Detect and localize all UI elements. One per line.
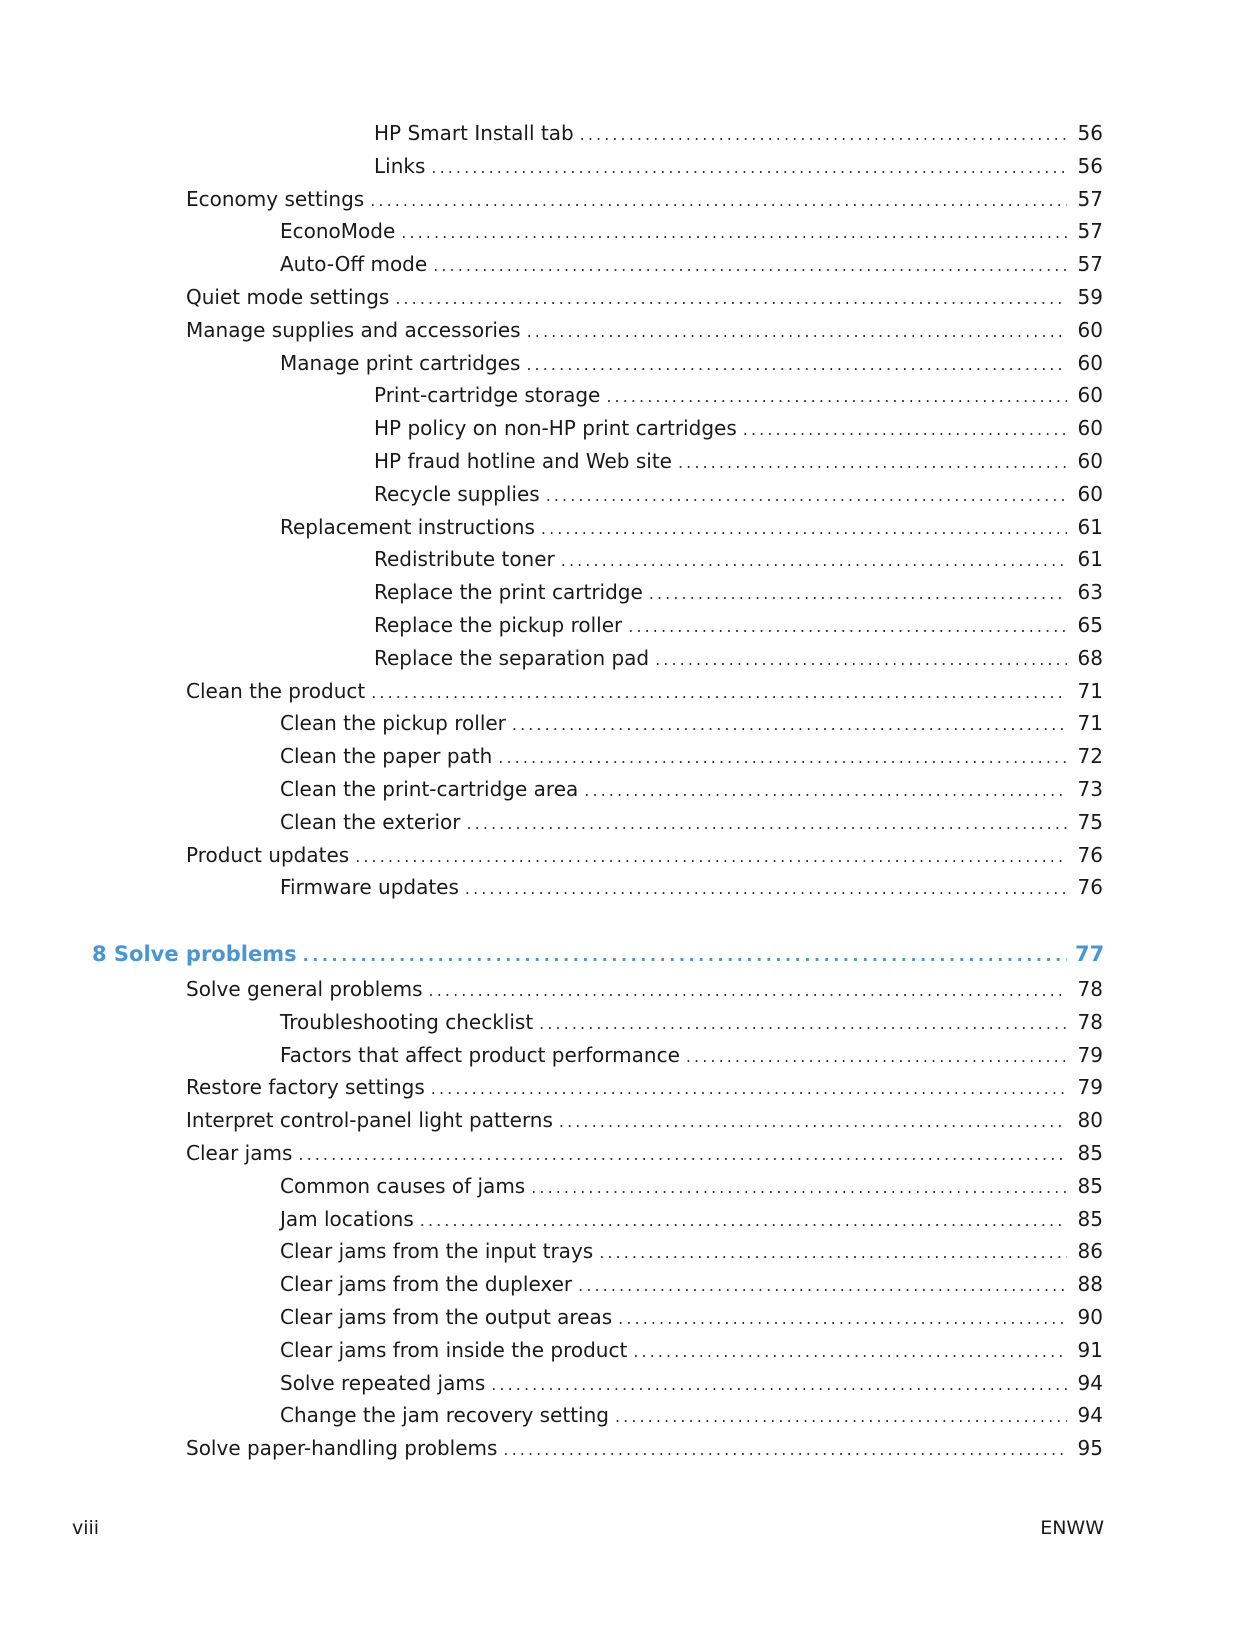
footer-page-number: viii	[72, 1517, 100, 1539]
dot-leader	[678, 448, 1067, 478]
dot-leader	[429, 976, 1067, 1006]
toc-entry-page: 73	[1077, 777, 1103, 801]
dot-leader	[491, 1370, 1067, 1400]
toc-entry[interactable]	[186, 1072, 1103, 1102]
dot-leader	[578, 1271, 1067, 1301]
toc-entry-title: Links	[374, 151, 431, 181]
toc-entry-page: 65	[1077, 613, 1103, 637]
toc-entry-title: Recycle supplies	[374, 479, 546, 509]
toc-entry-title: Jam locations	[280, 1204, 420, 1234]
dot-leader	[561, 546, 1067, 576]
toc-entry[interactable]	[280, 1269, 1103, 1299]
toc-entry[interactable]	[280, 1204, 1103, 1234]
toc-entry-title: Clear jams from the duplexer	[280, 1269, 578, 1299]
toc-entry-title: Clear jams from the input trays	[280, 1236, 599, 1266]
toc-entry-title: Clear jams from inside the product	[280, 1335, 633, 1365]
toc-entry-page: 78	[1077, 1009, 1103, 1034]
dot-leader	[395, 284, 1067, 314]
toc-entry-title: Replace the print cartridge	[374, 577, 649, 607]
toc-entry-page: 94	[1077, 1403, 1103, 1428]
toc-entry[interactable]	[280, 1335, 1103, 1365]
dot-leader	[628, 612, 1067, 642]
toc-entry-title: EconoMode	[280, 216, 401, 246]
toc-entry-title: Firmware updates	[280, 872, 465, 902]
toc-entry-page: 85	[1077, 1173, 1103, 1198]
dot-leader	[298, 1140, 1067, 1170]
toc-entry-page: 76	[1077, 875, 1103, 900]
dot-leader	[431, 1074, 1067, 1104]
toc-entry[interactable]	[374, 446, 1103, 476]
toc-entry[interactable]	[280, 1302, 1103, 1332]
toc-entry[interactable]	[280, 872, 1103, 902]
toc-entry-page: 60	[1077, 383, 1103, 408]
dot-leader	[420, 1206, 1067, 1236]
toc-entry[interactable]	[280, 1400, 1103, 1430]
toc-entry-title: Quiet mode settings	[186, 282, 395, 312]
toc-entry-title: HP fraud hotline and Web site	[374, 446, 678, 476]
toc-entry[interactable]	[186, 840, 1103, 870]
toc-entry-title: Replacement instructions	[280, 512, 541, 542]
toc-entry-page: 95	[1077, 1436, 1103, 1461]
toc-entry[interactable]	[374, 643, 1103, 673]
toc-entry-title: Print-cartridge storage	[374, 380, 606, 410]
toc-entry[interactable]	[374, 479, 1103, 509]
toc-entry[interactable]	[280, 1171, 1103, 1201]
toc-entry-page: 60	[1077, 449, 1103, 473]
toc-entry[interactable]	[280, 807, 1103, 837]
toc-entry-page: 57	[1077, 219, 1103, 244]
toc-entry[interactable]	[374, 413, 1103, 443]
dot-leader	[531, 1173, 1067, 1203]
toc-entry[interactable]	[374, 118, 1103, 148]
dot-leader	[655, 645, 1067, 675]
toc-entry-title: Solve general problems	[186, 974, 429, 1004]
toc-entry[interactable]	[280, 741, 1103, 771]
toc-entry-title: Clear jams	[186, 1138, 298, 1168]
dot-leader	[649, 579, 1067, 609]
toc-entry[interactable]	[374, 380, 1103, 410]
toc-entry-title: Common causes of jams	[280, 1171, 531, 1201]
toc-entry-title: Factors that affect product performance	[280, 1040, 686, 1070]
toc-entry-page: 63	[1077, 580, 1103, 605]
dot-leader	[512, 710, 1067, 740]
toc-entry-page: 71	[1077, 711, 1103, 736]
toc-entry-page: 61	[1077, 547, 1103, 572]
toc-entry-page: 68	[1077, 645, 1103, 670]
dot-leader	[686, 1042, 1067, 1072]
dot-leader	[401, 218, 1067, 248]
dot-leader	[303, 941, 1067, 971]
toc-entry-page: 60	[1077, 317, 1103, 342]
dot-leader	[371, 678, 1067, 708]
toc-entry-title: Restore factory settings	[186, 1072, 431, 1102]
toc-entry-title: Clean the product	[186, 676, 371, 706]
dot-leader	[559, 1107, 1067, 1137]
dot-leader	[580, 120, 1067, 150]
toc-entry-page: 57	[1077, 252, 1103, 277]
toc-entry-title: Replace the pickup roller	[374, 610, 628, 640]
toc-entry-title: Manage supplies and accessories	[186, 315, 527, 345]
toc-entry-page: 59	[1077, 285, 1103, 309]
toc-entry[interactable]	[374, 577, 1103, 607]
toc-entry-title: Clean the pickup roller	[280, 708, 512, 738]
toc-entry-page: 60	[1077, 416, 1103, 441]
toc-entry[interactable]	[374, 610, 1103, 640]
dot-leader	[355, 842, 1067, 872]
toc-entry-page: 80	[1077, 1108, 1103, 1133]
dot-leader	[539, 1009, 1067, 1039]
dot-leader	[743, 415, 1067, 445]
dot-leader	[606, 382, 1067, 412]
toc-entry-title: Troubleshooting checklist	[280, 1007, 539, 1037]
dot-leader	[618, 1304, 1067, 1334]
dot-leader	[615, 1402, 1067, 1432]
toc-entry-page: 60	[1077, 350, 1103, 375]
dot-leader	[541, 514, 1067, 544]
toc-entry-page: 56	[1077, 121, 1103, 145]
toc-entry-title: Interpret control-panel light patterns	[186, 1105, 559, 1135]
toc-entry-title: Redistribute toner	[374, 544, 561, 574]
dot-leader	[584, 776, 1067, 806]
dot-leader	[527, 317, 1067, 347]
toc-entry[interactable]	[186, 184, 1103, 214]
dot-leader	[526, 350, 1067, 380]
toc-entry[interactable]	[374, 544, 1103, 574]
dot-leader	[466, 809, 1067, 839]
toc-entry-page: 88	[1077, 1272, 1103, 1297]
toc-entry-title: Manage print cartridges	[280, 348, 526, 378]
toc-entry[interactable]	[186, 1105, 1103, 1135]
toc-entry-title: 8 Solve problems	[92, 939, 303, 969]
toc-entry-page: 76	[1077, 842, 1103, 867]
toc-entry-page: 94	[1077, 1370, 1103, 1395]
toc-entry[interactable]	[186, 676, 1103, 706]
toc-entry-page: 57	[1077, 186, 1103, 211]
toc-entry-page: 77	[1075, 942, 1105, 967]
toc-entry[interactable]	[280, 249, 1103, 279]
dot-leader	[633, 1337, 1067, 1367]
dot-leader	[599, 1238, 1067, 1268]
toc-entry-title: Economy settings	[186, 184, 370, 214]
toc-entry-page: 79	[1077, 1042, 1103, 1067]
toc-entry-page: 56	[1077, 153, 1103, 178]
footer-label: ENWW	[1040, 1517, 1104, 1539]
toc-entry[interactable]	[186, 315, 1103, 345]
toc-entry[interactable]	[280, 216, 1103, 246]
dot-leader	[498, 743, 1067, 773]
toc-entry-page: 78	[1077, 977, 1103, 1001]
toc-entry[interactable]	[280, 1236, 1103, 1266]
toc-entry[interactable]	[280, 1007, 1103, 1037]
toc-entry-title: Product updates	[186, 840, 355, 870]
toc-entry-page: 86	[1077, 1239, 1103, 1264]
toc-entry-page: 90	[1077, 1305, 1103, 1329]
toc-entry-title: Auto-Off mode	[280, 249, 433, 279]
toc-entry[interactable]	[280, 708, 1103, 738]
toc-entry[interactable]	[186, 974, 1103, 1004]
toc-entry-page: 72	[1077, 744, 1103, 769]
toc-entry-page: 60	[1077, 481, 1103, 506]
dot-leader	[465, 874, 1067, 904]
toc-entry-page: 91	[1077, 1337, 1103, 1362]
toc-entry-title: Clean the paper path	[280, 741, 498, 771]
toc-entry[interactable]	[280, 348, 1103, 378]
toc-entry-title: HP policy on non-HP print cartridges	[374, 413, 743, 443]
toc-entry-page: 71	[1077, 678, 1103, 703]
toc-entry[interactable]	[280, 774, 1103, 804]
toc-entry-title: Solve paper-handling problems	[186, 1433, 503, 1463]
toc-entry-page: 79	[1077, 1075, 1103, 1100]
toc-entry[interactable]	[374, 151, 1103, 181]
toc-entry[interactable]	[280, 1368, 1103, 1398]
toc-entry-page: 85	[1077, 1206, 1103, 1231]
dot-leader	[370, 186, 1067, 216]
dot-leader	[546, 481, 1067, 511]
dot-leader	[433, 251, 1067, 281]
dot-leader	[431, 153, 1067, 183]
toc-entry-page: 85	[1077, 1141, 1103, 1165]
toc-entry-page: 75	[1077, 809, 1103, 834]
toc-entry-title: Clean the exterior	[280, 807, 466, 837]
toc-entry[interactable]	[280, 1040, 1103, 1070]
toc-chapter-heading[interactable]	[92, 939, 1103, 969]
toc-entry-title: Clear jams from the output areas	[280, 1302, 618, 1332]
toc-entry-title: Change the jam recovery setting	[280, 1400, 615, 1430]
toc-entry[interactable]	[280, 512, 1103, 542]
toc-entry-title: Solve repeated jams	[280, 1368, 491, 1398]
toc-entry-title: Clean the print-cartridge area	[280, 774, 584, 804]
toc-entry-title: HP Smart Install tab	[374, 118, 580, 148]
dot-leader	[503, 1435, 1067, 1465]
toc-entry[interactable]	[186, 1138, 1103, 1168]
toc-entry-page: 61	[1077, 514, 1103, 539]
toc-entry[interactable]	[186, 282, 1103, 312]
toc-entry-title: Replace the separation pad	[374, 643, 655, 673]
toc-entry[interactable]	[186, 1433, 1103, 1463]
